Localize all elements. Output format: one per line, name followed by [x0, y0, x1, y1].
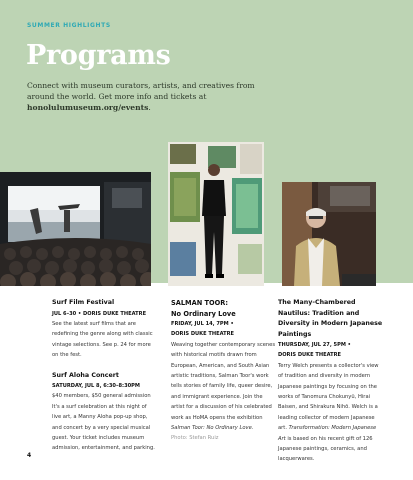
column-surf-events: [52, 298, 157, 454]
event-body-nautilus: Terry Welch presents a collector's view of tradition and diversity in modern Japanese paintings by focusing on the works of Tanomura Chokunyū, Hirai Baisen, and Shirakura Nihō. Welch is a leading collector of modern Japanese art. Transformation: Modern Japanese Art is based on his recent gift of 126 Japanese paintings, ceramics, and lacquerwares.: [278, 362, 379, 463]
column-nautilus-talk: [278, 298, 383, 465]
event-meta-surf-aloha-concert: SATURDAY, JUL 8, 6:30–8:30PM: [52, 383, 140, 390]
page-number: 4: [27, 452, 32, 459]
surf-film-photo: [0, 172, 151, 286]
section-kicker: SUMMER HIGHLIGHTS: [27, 22, 111, 29]
event-title-line1: SALMAN TOOR:: [171, 299, 228, 307]
event-meta-line1: FRIDAY, JUL 14, 7PM •: [171, 321, 234, 327]
event-title-line2: No Ordinary Love: [171, 309, 236, 318]
event-body-salman-toor: Weaving together contemporary scenes with historical motifs drawn from European, American, and South Asian artistic traditions, Salman Toor's work tells stories of family life, queer desire, and immigrant experience. Join the artist for a discussion of his celebrated work as HoMA opens the exhibition Salman Toor: No Ordinary Love.: [171, 341, 276, 432]
page-title: Programs: [26, 40, 171, 71]
column-salman-toor: [171, 298, 276, 444]
event-title-surf-film-festival: Surf Film Festival: [52, 299, 115, 306]
event-meta-line2: DORIS DUKE THEATRE: [278, 352, 342, 359]
terry-welch-photo: [282, 182, 376, 286]
photo-credit: Photo: Stefan Ruiz: [171, 435, 219, 442]
events-link[interactable]: honolulumuseum.org/events: [27, 103, 149, 112]
event-meta-surf-film-festival: JUL 6–30 • DORIS DUKE THEATRE: [52, 310, 147, 317]
intro-text: Connect with museum curators, artists, and creatives from around the world. Get more info and tickets at honolulumuseum.org/events.: [27, 81, 255, 112]
event-body-surf-film-festival: See the latest surf films that are redefining the genre along with classic vintage selections. See p. 24 for more on the fest.: [52, 320, 153, 359]
event-title-nautilus: The Many-Chambered Nautilus: Tradition and Diversity in Modern Japanese Paintings: [278, 299, 383, 338]
salman-toor-photo: [168, 142, 264, 286]
event-title-surf-aloha-concert: Surf Aloha Concert: [52, 371, 119, 379]
event-body-surf-aloha-concert: $40 members, $50 general admission It's a surf celebration at this night of live art, a Manny Aloha pop-up shop, and concert by a very special musical guest. Your ticket includes museum admission, entertainment, and parking.: [52, 393, 155, 452]
event-meta-line1: THURSDAY, JUL 27, 5PM •: [278, 342, 351, 348]
event-meta-line2: DORIS DUKE THEATRE: [171, 331, 235, 338]
